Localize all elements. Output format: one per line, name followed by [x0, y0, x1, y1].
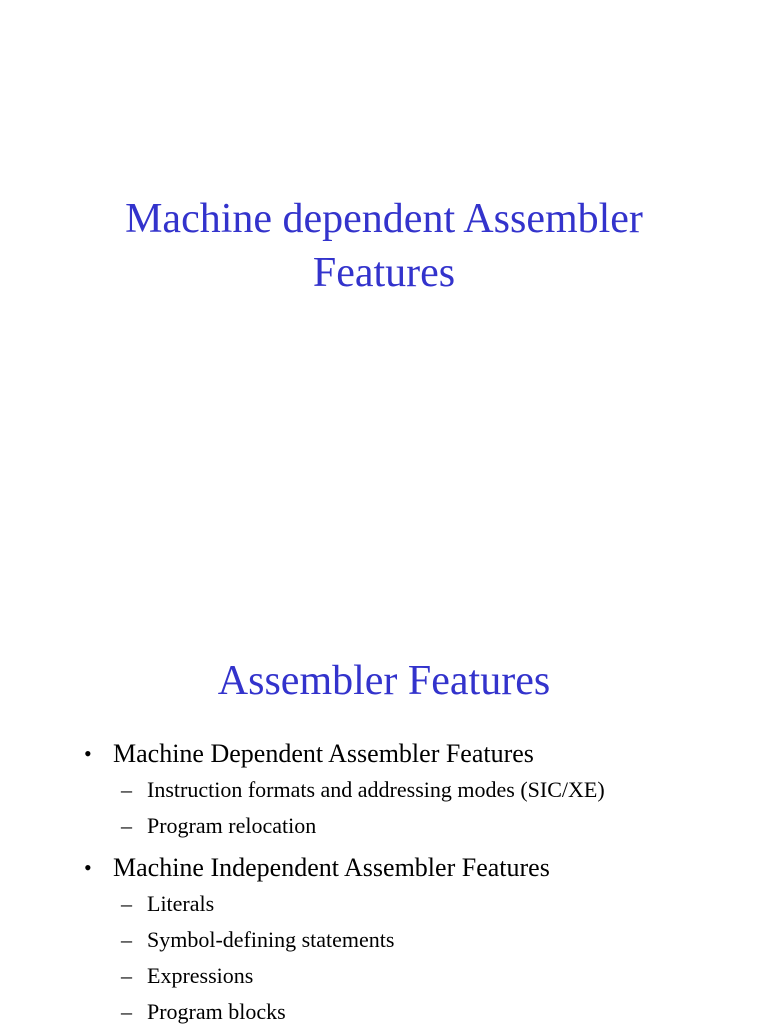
bullet-icon: • — [84, 855, 92, 880]
bullet-list — [0, 736, 768, 1024]
sub-bullet-text: Literals — [147, 891, 215, 916]
slide-1-title-line-2: Features — [312, 250, 456, 296]
bullet-item — [0, 850, 768, 886]
dash-icon: – — [121, 999, 132, 1024]
bullet-item — [0, 736, 768, 772]
sub-bullet-item — [0, 808, 768, 844]
sub-bullet-text: Program relocation — [147, 813, 317, 838]
sub-bullet-text: Instruction formats and addressing modes (SIC/XE) — [147, 777, 605, 802]
slide-2-title: Assembler Features — [217, 658, 551, 704]
sub-bullet-item — [0, 922, 768, 958]
sub-bullet-text: Program blocks — [147, 999, 286, 1024]
bullet-text: Machine Dependent Assembler Features — [113, 739, 534, 768]
dash-icon: – — [121, 963, 132, 988]
dash-icon: – — [121, 891, 132, 916]
dash-icon: – — [121, 813, 132, 838]
bullet-text: Machine Independent Assembler Features — [113, 853, 550, 882]
slide-1-title-line-1: Machine dependent Assembler — [125, 196, 643, 242]
sub-bullet-item — [0, 772, 768, 808]
sub-bullet-item — [0, 994, 768, 1024]
bullet-icon: • — [84, 741, 92, 766]
sub-bullet-text: Expressions — [147, 963, 254, 988]
dash-icon: – — [121, 777, 132, 802]
dash-icon: – — [121, 927, 132, 952]
slide-2 — [0, 576, 768, 1024]
sub-bullet-text: Symbol-defining statements — [147, 927, 395, 952]
sub-bullet-item — [0, 958, 768, 994]
slide-1-title — [0, 192, 768, 300]
sub-bullet-item — [0, 886, 768, 922]
